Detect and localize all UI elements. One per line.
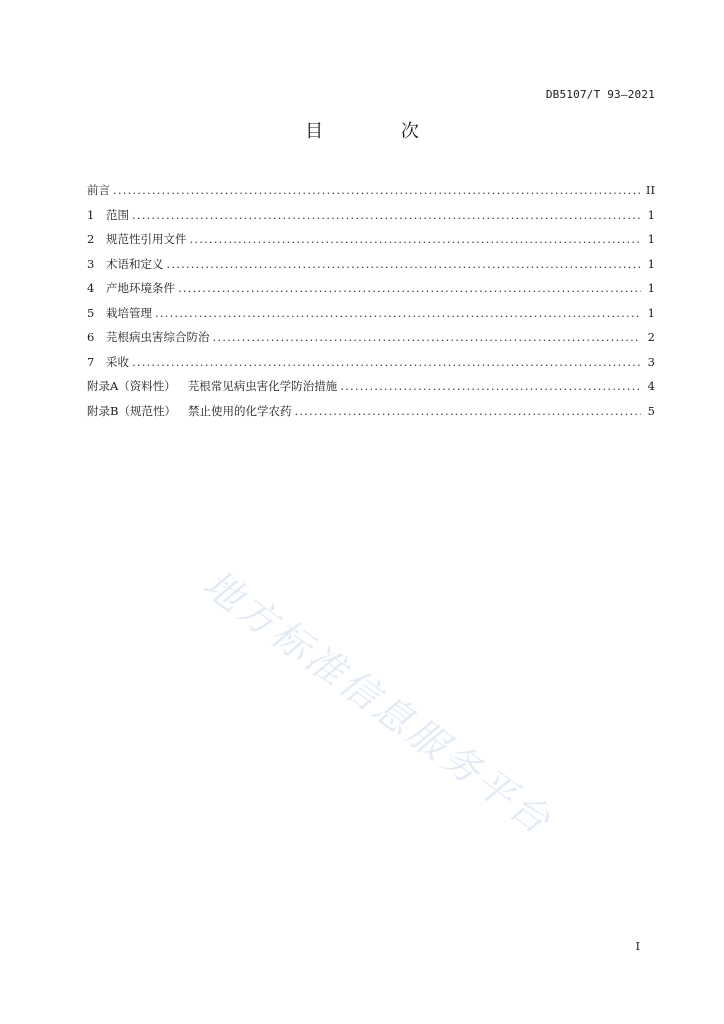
toc-entry-page: 1	[647, 281, 655, 295]
toc-entry-page: II	[645, 183, 655, 197]
toc-entry-number: 3	[87, 256, 95, 271]
toc-entry-normative-references[interactable]	[87, 231, 655, 256]
toc-entry-subtitle: 芫根常见病虫害化学防治措施	[187, 379, 338, 393]
toc-entry-page: 2	[647, 330, 655, 344]
page-title: 目 次	[305, 121, 455, 142]
toc-entry-label: 范围	[106, 207, 129, 222]
toc-entry-environment[interactable]	[87, 280, 655, 305]
toc-entry-label: 芫根病虫害综合防治	[106, 330, 210, 344]
toc-entry-appendix-a[interactable]	[87, 378, 655, 403]
toc-entry-number: 4	[87, 281, 95, 295]
toc-leader-dots	[132, 355, 641, 369]
watermark: 地方标准信息服务平台	[195, 561, 561, 845]
toc-entry-page: 3	[647, 354, 655, 369]
table-of-contents	[87, 182, 655, 427]
toc-leader-dots	[294, 404, 641, 418]
toc-leader-dots	[113, 183, 640, 197]
toc-leader-dots	[132, 208, 641, 222]
toc-leader-dots	[178, 281, 641, 295]
toc-entry-pest-control[interactable]	[87, 329, 655, 354]
toc-entry-label: 产地环境条件	[106, 281, 175, 295]
toc-entry-label: 附录A（资料性）	[87, 379, 176, 393]
page-number: I	[635, 940, 640, 953]
toc-entry-number: 5	[87, 305, 95, 320]
toc-entry-page: 5	[647, 403, 655, 418]
toc-entry-subtitle: 禁止使用的化学农药	[187, 403, 292, 418]
toc-entry-cultivation[interactable]	[87, 305, 655, 330]
toc-entry-label: 栽培管理	[106, 305, 152, 320]
toc-leader-dots	[167, 257, 642, 271]
toc-leader-dots	[190, 232, 642, 246]
toc-entry-label: 规范性引用文件	[106, 232, 187, 246]
toc-entry-terms-definitions[interactable]	[87, 256, 655, 281]
toc-entry-appendix-b[interactable]	[87, 403, 655, 428]
toc-entry-number: 2	[87, 232, 95, 246]
toc-leader-dots	[213, 330, 642, 344]
toc-entry-number: 1	[87, 207, 95, 222]
toc-leader-dots	[155, 306, 641, 320]
toc-entry-scope[interactable]	[87, 207, 655, 232]
toc-entry-harvest[interactable]	[87, 354, 655, 379]
toc-entry-label: 术语和定义	[106, 256, 164, 271]
toc-entry-foreword[interactable]	[87, 182, 655, 207]
toc-leader-dots	[340, 379, 641, 393]
toc-entry-label: 采收	[106, 354, 129, 369]
toc-entry-page: 4	[647, 379, 655, 393]
toc-entry-page: 1	[647, 232, 655, 246]
toc-entry-number: 7	[87, 354, 95, 369]
toc-entry-page: 1	[647, 256, 655, 271]
toc-entry-page: 1	[647, 207, 655, 222]
toc-entry-page: 1	[647, 305, 655, 320]
toc-entry-label: 附录B（规范性）	[87, 403, 176, 418]
document-code: DB5107/T 93—2021	[545, 88, 655, 101]
toc-entry-number: 6	[87, 330, 95, 344]
toc-entry-label: 前言	[87, 183, 110, 197]
